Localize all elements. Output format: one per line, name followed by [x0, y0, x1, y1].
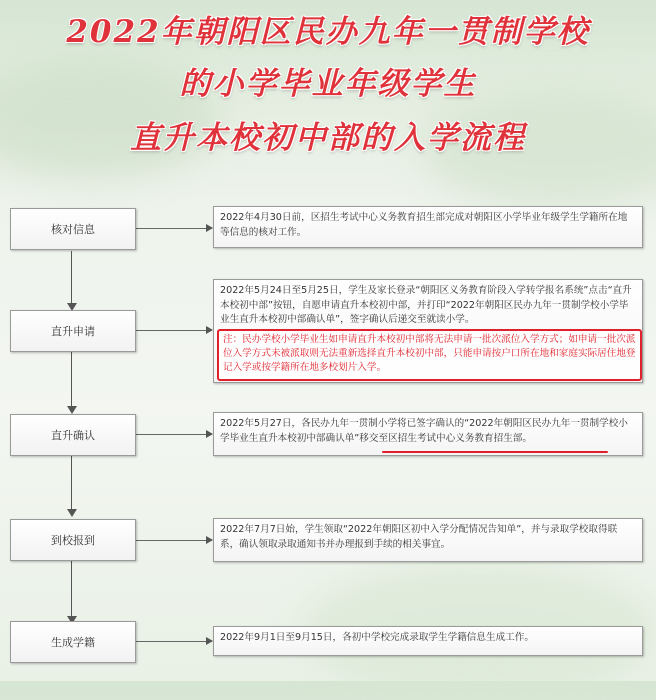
connector-line [136, 228, 212, 229]
promotion-warning-note: 注：民办学校小学毕业生如申请直升本校初中部将无法申请一批次派位入学方式；如申请一批次派位入学方式未被派取则无法重新选择直升本校初中部，只能申请按户口所在地和家庭实际居住地登记入学或按学籍所在地多校划片入学。 [217, 329, 642, 381]
step-report-to-school-desc: 2022年7月7日始，学生领取“2022年朝阳区初中入学分配情况告知单”，并与录取学校取得联系，确认领取录取通知书并办理报到手续的相关事宜。 [213, 518, 643, 562]
connector-line [136, 641, 212, 642]
connector-line [136, 330, 212, 331]
connector-line [71, 561, 72, 619]
page-title-line-1: 2022年朝阳区民办九年一贯制学校 [66, 14, 590, 50]
connector-arrow [67, 509, 77, 517]
connector-arrow [67, 406, 77, 414]
step-apply-promotion-text: 2022年5月24日至5月25日，学生及家长登录“朝阳区义务教育阶段入学转学报名系统”点击“直升本校初中部”按钮，自愿申请直升本校初中部，并打印“2022年朝阳区民办九年一贯制学校小学毕业生直升本校初中部确认单”，签字确认后递交至就读小学。 [220, 285, 632, 325]
step-generate-record: 生成学籍 [10, 621, 136, 663]
connector-line [71, 251, 72, 306]
step-confirm-promotion: 直升确认 [10, 414, 136, 456]
step-generate-record-desc: 2022年9月1日至9月15日，各初中学校完成录取学生学籍信息生成工作。 [213, 626, 643, 656]
step-report-to-school: 到校报到 [10, 519, 136, 561]
highlight-underline [382, 451, 608, 453]
step-confirm-promotion-desc: 2022年5月27日，各民办九年一贯制小学将已签字确认的“2022年朝阳区民办九年一贯制学校小学毕业生直升本校初中部确认单”移交至区招生考试中心义务教育招生部。 [213, 412, 643, 456]
connector-line [136, 434, 212, 435]
connector-line [136, 540, 212, 541]
step-verify-info: 核对信息 [10, 208, 136, 250]
connector-line [71, 351, 72, 409]
step-verify-info-desc: 2022年4月30日前，区招生考试中心义务教育招生部完成对朝阳区小学毕业年级学生学籍所在地等信息的核对工作。 [213, 206, 643, 248]
step-apply-promotion: 直升申请 [10, 310, 136, 352]
connector-line [71, 455, 72, 512]
page-title-line-2: 的小学毕业年级学生 [179, 66, 477, 102]
page-title-line-3: 直升本校初中部的入学流程 [130, 120, 526, 156]
